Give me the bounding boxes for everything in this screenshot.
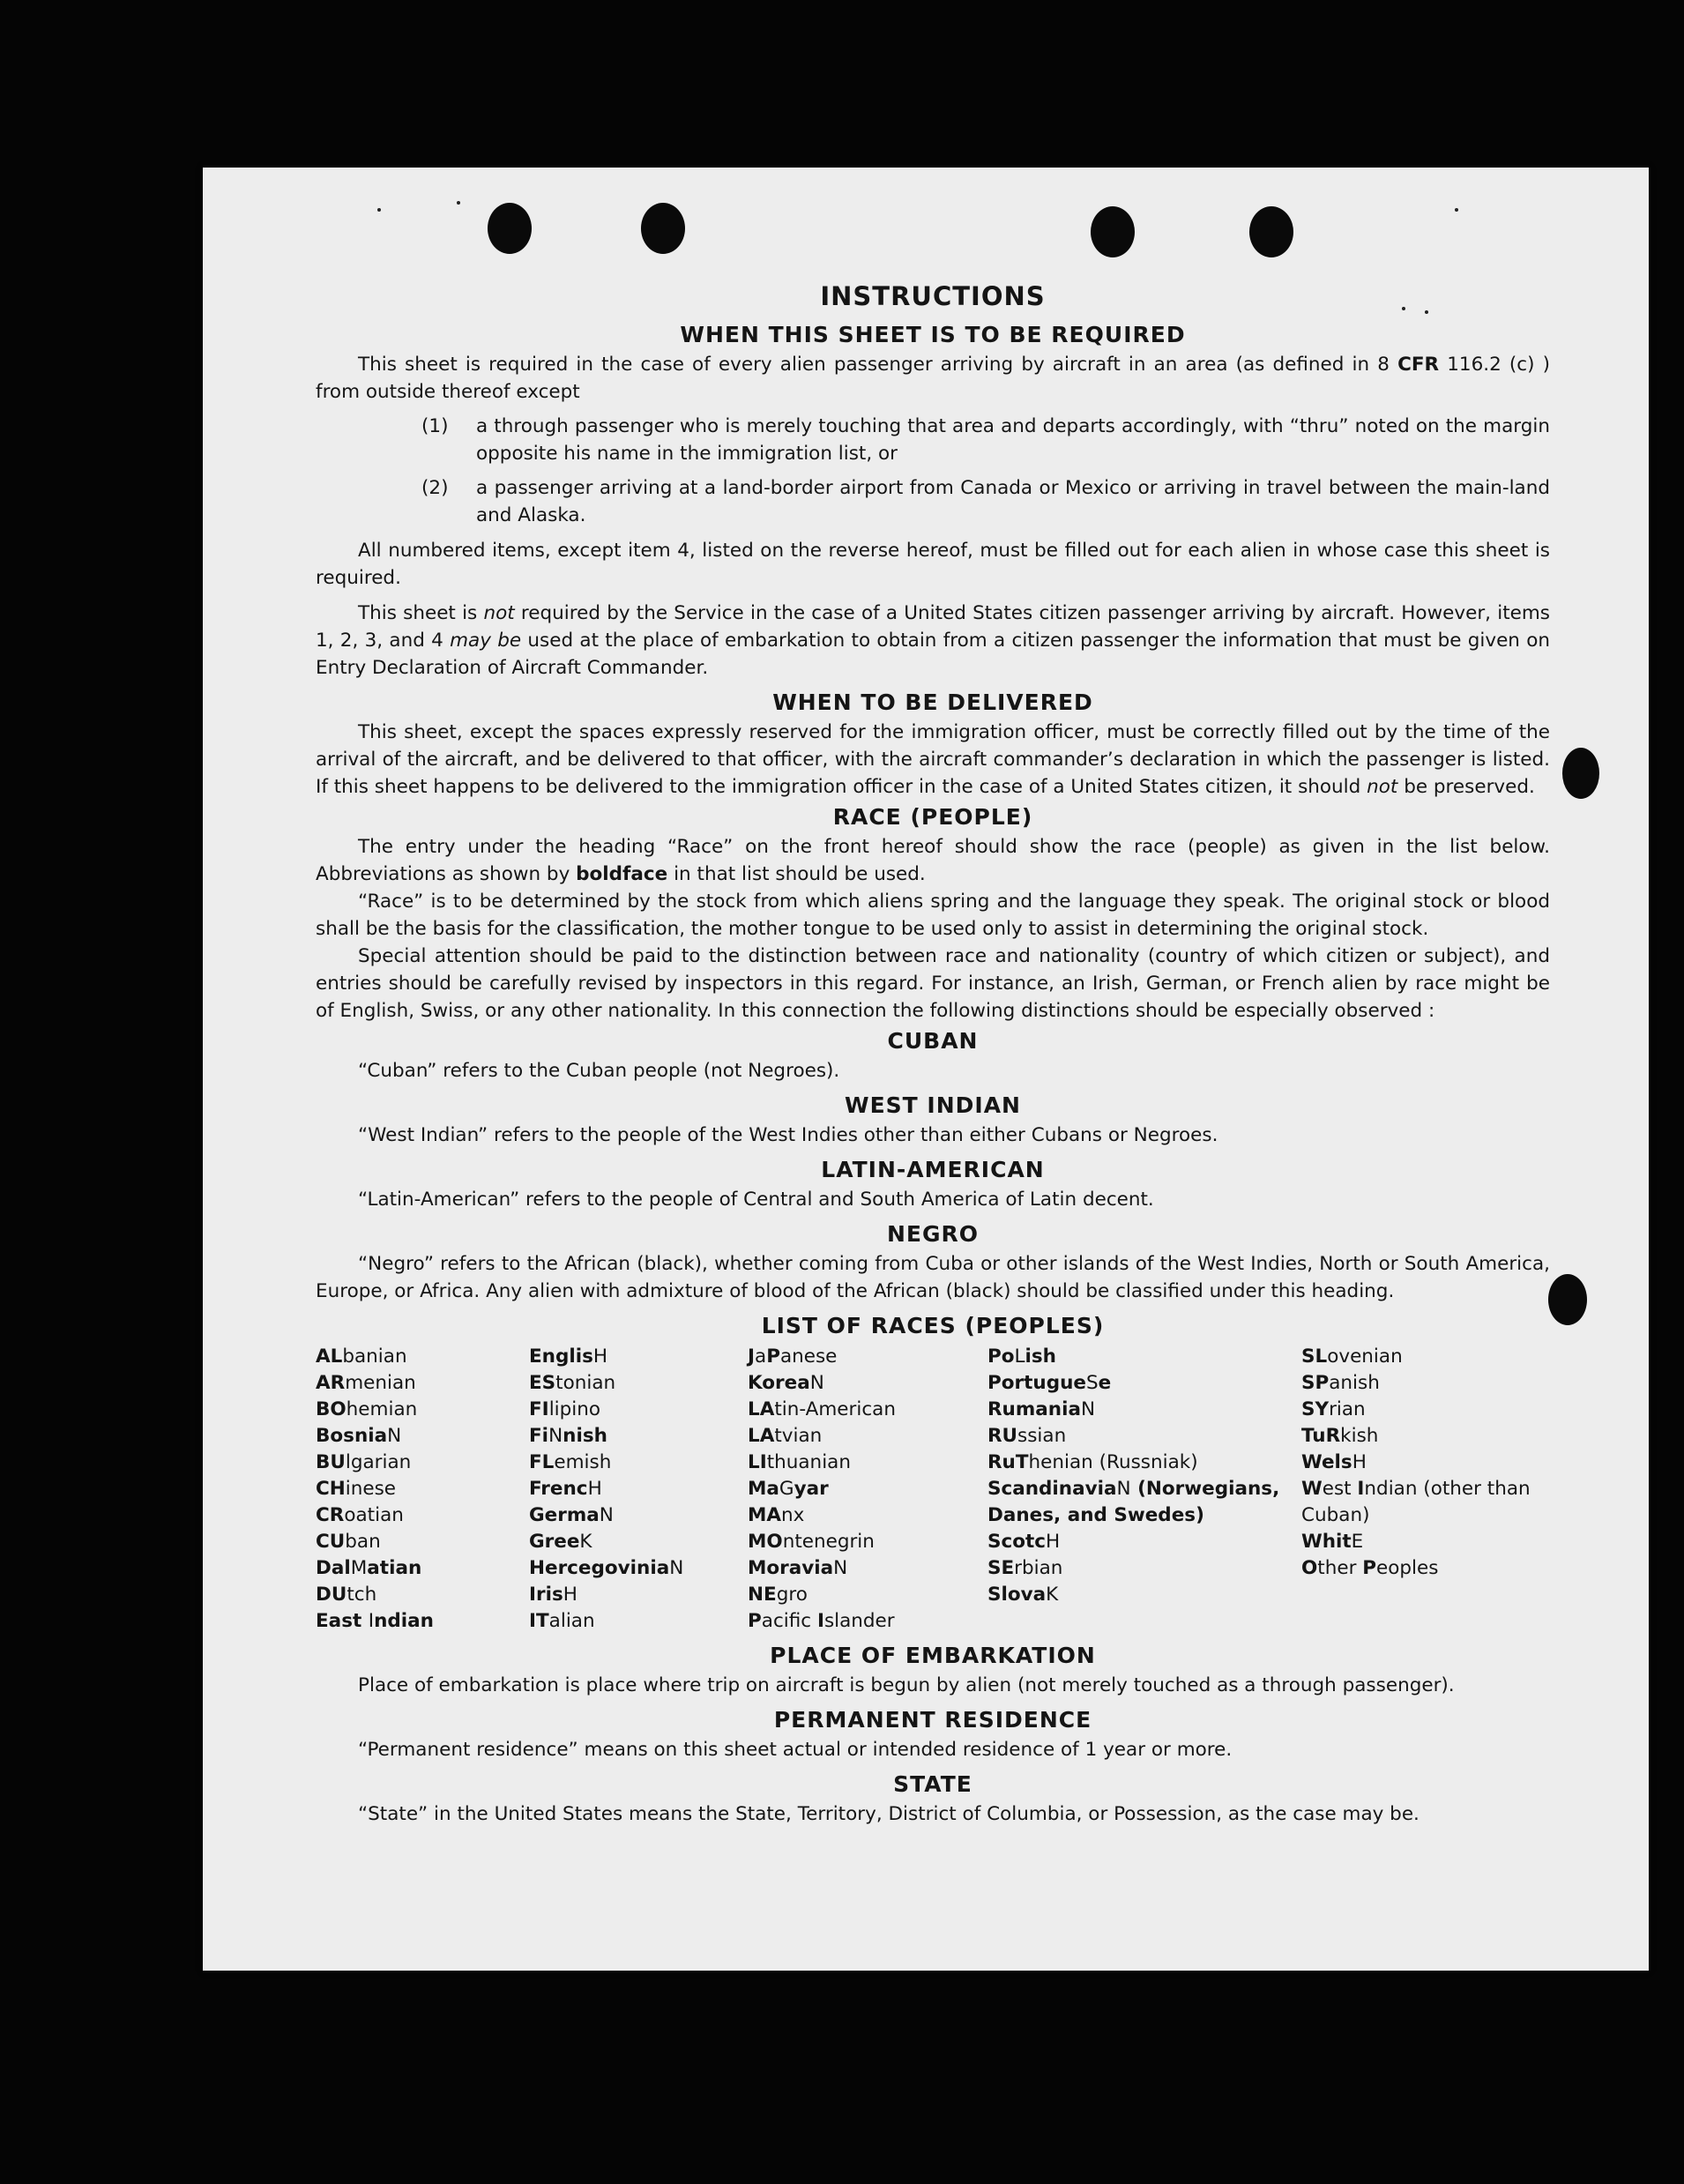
race-name-part: N <box>833 1557 848 1579</box>
race-entry <box>529 1502 748 1529</box>
races-column <box>529 1344 748 1635</box>
race-entry <box>748 1502 987 1529</box>
section-heading-delivered: WHEN TO BE DELIVERED <box>772 689 1093 715</box>
race-name-part: gro <box>776 1584 808 1606</box>
race-entry <box>529 1608 748 1635</box>
negro-text: “Negro” refers to the African (black), whether coming from Cuba or other islands of the West Indies, North or South America, Europe, or Africa. Any alien with admixture of blood of the African (black) should be classified under this heading. <box>316 1253 1550 1302</box>
race-entry <box>748 1529 987 1555</box>
race-name-part: H <box>563 1584 577 1606</box>
race-entry <box>748 1555 987 1582</box>
race-abbreviation: Dal <box>316 1557 351 1579</box>
race-entry <box>529 1397 748 1423</box>
race-name-part: N <box>1116 1478 1131 1500</box>
race-entry <box>1301 1529 1550 1555</box>
race-abbreviation: I <box>816 1610 824 1632</box>
race-entry <box>748 1582 987 1608</box>
race-name-part: N <box>548 1425 563 1447</box>
races-column <box>987 1344 1301 1635</box>
race-abbreviation: Gree <box>529 1531 580 1553</box>
race-name-part: K <box>1046 1584 1059 1606</box>
race-abbreviation: East <box>316 1610 369 1632</box>
race-abbreviation: e <box>1098 1372 1112 1394</box>
race-name-part: lgarian <box>345 1451 412 1473</box>
race-name-part: lipino <box>548 1398 601 1420</box>
race-entry <box>1301 1555 1550 1582</box>
race-abbreviation: LA <box>748 1425 775 1447</box>
race-entry <box>748 1370 987 1397</box>
race-entry <box>529 1344 748 1370</box>
section-heading-required: WHEN THIS SHEET IS TO BE REQUIRED <box>680 322 1186 347</box>
race-abbreviation: Korea <box>748 1372 810 1394</box>
section-heading-cuban: CUBAN <box>887 1028 979 1054</box>
residence-text: “Permanent residence” means on this sheet actual or intended residence of 1 year or more. <box>358 1739 1233 1761</box>
race-abbreviation: CH <box>316 1478 346 1500</box>
race-entry <box>748 1423 987 1450</box>
race-abbreviation: nish <box>563 1425 607 1447</box>
race-entry <box>748 1450 987 1476</box>
race-entry <box>316 1555 529 1582</box>
races-column <box>748 1344 987 1635</box>
race-name-part: I <box>368 1610 375 1632</box>
race-abbreviation: Hercegovinia <box>529 1557 670 1579</box>
section-heading-state: STATE <box>893 1771 972 1797</box>
race-abbreviation: Ma <box>748 1478 779 1500</box>
race-abbreviation: FL <box>529 1451 555 1473</box>
race-abbreviation: Iris <box>529 1584 563 1606</box>
race-abbreviation: yar <box>794 1478 829 1500</box>
race-name-part: oatian <box>344 1504 404 1526</box>
race-name-part: ssian <box>1017 1425 1067 1447</box>
race-abbreviation: BU <box>316 1451 346 1473</box>
race-abbreviation: Bosnia <box>316 1425 388 1447</box>
race-entry <box>1301 1423 1550 1450</box>
race-entry <box>748 1344 987 1370</box>
race-abbreviation: Englis <box>529 1345 593 1368</box>
punch-hole <box>1249 206 1293 257</box>
race-abbreviation: FI <box>529 1398 549 1420</box>
race-name-part: M <box>350 1557 368 1579</box>
section-heading-latin-american: LATIN-AMERICAN <box>821 1157 1045 1182</box>
punch-hole <box>1562 748 1599 799</box>
race-entry <box>987 1582 1301 1608</box>
race-abbreviation: MA <box>748 1504 782 1526</box>
race-name-part: H <box>592 1345 608 1368</box>
race-name-part: ther <box>1317 1557 1363 1579</box>
race-abbreviation: Slova <box>987 1584 1047 1606</box>
race-paragraph-2: “Race” is to be determined by the stock from which aliens spring and the language they speak. The original stock or blood shall be the basis for the classification, the mother tongue to be used only to assist in determining the original stock. <box>316 891 1550 940</box>
required-intro: This sheet is required in the case of every alien passenger arriving by aircraft in an area (as defined in 8 CFR 116.2 (c) ) from outside thereof except <box>316 354 1550 403</box>
race-abbreviation: Wels <box>1301 1451 1352 1473</box>
race-abbreviation: SL <box>1301 1345 1328 1368</box>
race-entry <box>529 1476 748 1502</box>
speck <box>377 208 381 212</box>
race-abbreviation: P <box>748 1610 762 1632</box>
item-number: (2) <box>421 477 449 499</box>
latin-american-text: “Latin-American” refers to the people of Central and South America of Latin decent. <box>358 1189 1154 1211</box>
punch-hole <box>1548 1274 1587 1325</box>
race-name-part: ovenian <box>1327 1345 1403 1368</box>
race-entry <box>748 1608 987 1635</box>
section-heading-embarkation: PLACE OF EMBARKATION <box>770 1643 1096 1668</box>
race-entry <box>1301 1397 1550 1423</box>
race-name-part: tonian <box>555 1372 616 1394</box>
item-number: (1) <box>421 415 449 437</box>
embarkation-text: Place of embarkation is place where trip on aircraft is begun by alien (not merely touched as a through passenger). <box>358 1674 1455 1696</box>
race-name-part: tin-American <box>774 1398 896 1420</box>
race-name-part: slander <box>823 1610 895 1632</box>
race-name-part: ntenegrin <box>782 1531 875 1553</box>
race-abbreviation: Scotc <box>987 1531 1047 1553</box>
race-name-part: henian (Russniak) <box>1028 1451 1198 1473</box>
race-entry <box>316 1608 529 1635</box>
race-entry <box>316 1423 529 1450</box>
document-page <box>203 168 1649 1971</box>
instructions-content <box>316 279 1550 1828</box>
race-entry <box>529 1582 748 1608</box>
race-abbreviation: P <box>1362 1557 1377 1579</box>
race-name-part: tch <box>346 1584 377 1606</box>
race-entry <box>529 1529 748 1555</box>
race-entry <box>316 1582 529 1608</box>
race-name-part: H <box>587 1478 602 1500</box>
race-abbreviation: W <box>1301 1478 1323 1500</box>
race-entry <box>987 1370 1301 1397</box>
race-name-part: rbian <box>1014 1557 1063 1579</box>
race-name-part: E <box>1351 1531 1364 1553</box>
race-name-part: thuanian <box>766 1451 851 1473</box>
race-abbreviation: SE <box>987 1557 1015 1579</box>
race-name-part: N <box>669 1557 684 1579</box>
race-name-part: ban <box>345 1531 381 1553</box>
race-entry <box>987 1529 1301 1555</box>
races-column <box>1301 1344 1550 1635</box>
race-name-part: N <box>1080 1398 1096 1420</box>
race-entry <box>1301 1450 1550 1476</box>
race-name-part: menian <box>345 1372 416 1394</box>
race-name-part: S <box>1086 1372 1099 1394</box>
west-indian-text: “West Indian” refers to the people of the West Indies other than either Cubans or Negroes. <box>358 1124 1218 1146</box>
race-name-part: nx <box>781 1504 805 1526</box>
race-entry <box>1301 1370 1550 1397</box>
section-heading-races-list: LIST OF RACES (PEOPLES) <box>761 1313 1105 1338</box>
race-entry <box>316 1529 529 1555</box>
race-name-part: banian <box>342 1345 407 1368</box>
race-abbreviation: Moravia <box>748 1557 834 1579</box>
race-abbreviation: I <box>1357 1478 1365 1500</box>
race-entry <box>316 1397 529 1423</box>
punch-hole <box>641 203 685 254</box>
race-abbreviation: ES <box>529 1372 556 1394</box>
race-entry <box>987 1397 1301 1423</box>
race-abbreviation: IT <box>529 1610 549 1632</box>
race-name-part: ndian (other than Cuban) <box>1301 1478 1531 1526</box>
race-abbreviation: O <box>1301 1557 1318 1579</box>
race-abbreviation: RU <box>987 1425 1018 1447</box>
state-text: “State” in the United States means the State, Territory, District of Columbia, or Possession, as the case may be. <box>358 1803 1419 1825</box>
race-abbreviation: SY <box>1301 1398 1330 1420</box>
race-abbreviation: (Norwegians, Danes, and Swedes) <box>987 1478 1280 1526</box>
race-abbreviation: AL <box>316 1345 343 1368</box>
race-name-part: H <box>1046 1531 1061 1553</box>
delivered-paragraph: This sheet, except the spaces expressly reserved for the immigration officer, must be correctly filled out by the time of the arrival of the aircraft, and be delivered to that officer, with the aircraft commander’s declaration in which the passenger is listed. If this sheet happens to be delivered to the immigration officer in the case of a United States citizen, it should not be preserved. <box>316 721 1550 798</box>
section-heading-west-indian: WEST INDIAN <box>845 1092 1021 1118</box>
race-entry <box>987 1423 1301 1450</box>
race-abbreviation: BO <box>316 1398 346 1420</box>
race-entry <box>529 1423 748 1450</box>
race-name-part: anese <box>779 1345 838 1368</box>
race-name-part: N <box>809 1372 824 1394</box>
item-text: a through passenger who is merely touching that area and departs accordingly, with “thru” noted on the margin opposite his name in the immigration list, or <box>476 415 1550 465</box>
race-abbreviation: LI <box>748 1451 767 1473</box>
race-abbreviation: atian <box>367 1557 422 1579</box>
speck <box>1455 208 1458 212</box>
races-column <box>316 1344 529 1635</box>
cuban-text: “Cuban” refers to the Cuban people (not Negroes). <box>358 1060 840 1082</box>
race-name-part: N <box>599 1504 614 1526</box>
race-name-part: emish <box>554 1451 612 1473</box>
race-entry <box>529 1450 748 1476</box>
race-abbreviation: Frenc <box>529 1478 588 1500</box>
race-name-part: acific <box>761 1610 817 1632</box>
race-entry <box>529 1370 748 1397</box>
race-abbreviation: P <box>766 1345 780 1368</box>
race-name-part: alian <box>548 1610 595 1632</box>
race-abbreviation: Fi <box>529 1425 549 1447</box>
race-entry <box>529 1555 748 1582</box>
race-abbreviation: Po <box>987 1345 1015 1368</box>
section-heading-race: RACE (PEOPLE) <box>832 804 1033 830</box>
race-entry <box>987 1344 1301 1370</box>
race-entry <box>987 1476 1301 1529</box>
race-entry <box>316 1450 529 1476</box>
punch-hole <box>1091 206 1135 257</box>
race-paragraph-1: The entry under the heading “Race” on the front hereof should show the race (people) as given in the list below. Abbreviations as shown by boldface in that list should be used. <box>316 836 1550 885</box>
race-abbreviation: Portugue <box>987 1372 1086 1394</box>
race-name-part: eoples <box>1376 1557 1439 1579</box>
race-abbreviation: RuT <box>987 1451 1029 1473</box>
page-title: INSTRUCTIONS <box>820 281 1046 311</box>
race-name-part: L <box>1014 1345 1025 1368</box>
section-heading-negro: NEGRO <box>886 1221 980 1247</box>
race-name-part: hemian <box>346 1398 418 1420</box>
race-entry <box>316 1344 529 1370</box>
speck <box>457 201 460 205</box>
numbered-items-paragraph: All numbered items, except item 4, listed on the reverse hereof, must be filled out for each alien in whose case this sheet is required. <box>316 540 1550 589</box>
race-abbreviation: NE <box>748 1584 777 1606</box>
race-name-part: rian <box>1329 1398 1366 1420</box>
race-abbreviation: MO <box>748 1531 783 1553</box>
race-name-part: H <box>1352 1451 1367 1473</box>
race-abbreviation: TuR <box>1301 1425 1341 1447</box>
races-list <box>316 1344 1550 1635</box>
exception-item-1 <box>421 413 1550 467</box>
race-entry <box>1301 1344 1550 1370</box>
race-paragraph-3: Special attention should be paid to the distinction between race and nationality (country of which citizen or subject), and entries should be carefully revised by inspectors in this regard. For instance, an Irish, German, or French alien by race might be of English, Swiss, or any other nationality. In this connection the following distinctions should be especially observed : <box>316 945 1550 1022</box>
section-heading-residence: PERMANENT RESIDENCE <box>773 1707 1092 1733</box>
race-abbreviation: DU <box>316 1584 347 1606</box>
race-name-part: anish <box>1329 1372 1380 1394</box>
race-entry <box>748 1397 987 1423</box>
race-name-part: G <box>779 1478 794 1500</box>
race-abbreviation: Rumania <box>987 1398 1081 1420</box>
race-entry <box>987 1450 1301 1476</box>
race-name-part: kish <box>1340 1425 1379 1447</box>
race-abbreviation: SP <box>1301 1372 1330 1394</box>
race-entry <box>987 1555 1301 1582</box>
race-entry <box>316 1370 529 1397</box>
race-entry <box>748 1476 987 1502</box>
race-abbreviation: Germa <box>529 1504 600 1526</box>
race-abbreviation: LA <box>748 1398 775 1420</box>
race-name-part: K <box>579 1531 592 1553</box>
race-name-part: a <box>755 1345 767 1368</box>
race-abbreviation: CU <box>316 1531 346 1553</box>
race-abbreviation: Whit <box>1301 1531 1352 1553</box>
race-entry <box>316 1476 529 1502</box>
race-name-part: est <box>1322 1478 1358 1500</box>
race-abbreviation: CR <box>316 1504 345 1526</box>
race-abbreviation: J <box>748 1345 755 1368</box>
citizen-paragraph: This sheet is not required by the Service in the case of a United States citizen passenger arriving by aircraft. However, items 1, 2, 3, and 4 may be used at the place of embarkation to obtain from a citizen passenger the information that must be given on Entry Declaration of Aircraft Commander. <box>316 602 1551 679</box>
race-entry <box>1301 1476 1550 1529</box>
punch-hole <box>488 203 532 254</box>
race-abbreviation: ndian <box>374 1610 434 1632</box>
race-abbreviation: Scandinavia <box>987 1478 1117 1500</box>
race-name-part: inese <box>345 1478 397 1500</box>
race-name-part: tvian <box>774 1425 823 1447</box>
race-abbreviation: AR <box>316 1372 346 1394</box>
race-entry <box>316 1502 529 1529</box>
race-name-part: N <box>387 1425 402 1447</box>
item-text: a passenger arriving at a land-border airport from Canada or Mexico or arriving in travel between the main-land and Alaska. <box>476 477 1550 526</box>
race-abbreviation: ish <box>1025 1345 1056 1368</box>
exception-item-2 <box>421 474 1550 529</box>
